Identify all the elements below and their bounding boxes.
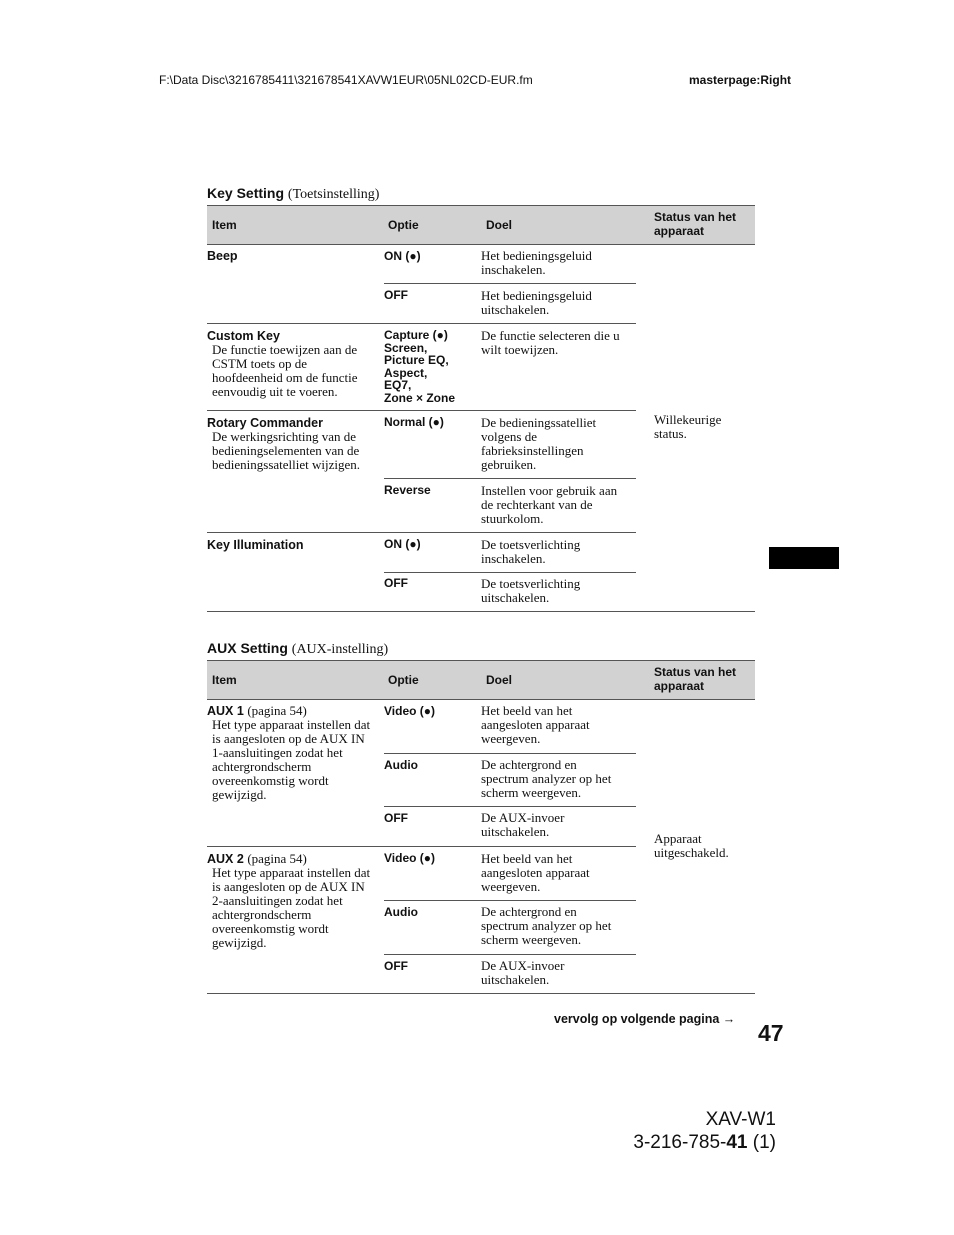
table-bottom-rule: [207, 993, 755, 994]
row-custom-key-goal: [481, 329, 620, 357]
row-beep-off-goal: [481, 289, 592, 317]
desc-line: eenvoudig uit te voeren.: [212, 384, 338, 399]
page-number: 47: [758, 1020, 784, 1046]
goal-line: spectrum analyzer op het: [481, 918, 612, 933]
goal-line: De AUX-invoer: [481, 958, 565, 973]
desc-line: overeenkomstig wordt: [212, 921, 329, 936]
row-aux1-video-goal: [481, 704, 590, 746]
col-doel: Doel: [486, 218, 513, 232]
row-aux2-off: OFF: [384, 959, 408, 973]
option-line: Picture EQ,: [384, 353, 449, 367]
key-setting-title-text: Key Setting: [207, 185, 285, 201]
desc-line: bedieningselementen van de: [212, 443, 360, 458]
divider: [384, 572, 636, 573]
row-rotary-desc: [212, 430, 360, 472]
row-key-illumination-item: Key Illumination: [207, 538, 304, 552]
row-aux1-video: Video (●): [384, 704, 436, 718]
continue-note: vervolg op volgende pagina →: [554, 1012, 736, 1026]
col-optie: Optie: [388, 673, 419, 687]
divider: [207, 532, 636, 533]
desc-line: De werkingsrichting van de: [212, 429, 357, 444]
model-code: [633, 1131, 776, 1154]
row-custom-key-desc: [212, 343, 357, 399]
desc-line: Het type apparaat instellen dat: [212, 865, 371, 880]
goal-line: Instellen voor gebruik aan: [481, 483, 618, 498]
status-line: Apparaat: [654, 831, 702, 846]
row-aux2-audio: Audio: [384, 905, 418, 919]
goal-line: inschakelen.: [481, 551, 546, 566]
row-key-illumination-off: OFF: [384, 576, 408, 590]
goal-line: De toetsverlichting: [481, 576, 581, 591]
row-key-illumination-off-goal: [481, 577, 580, 605]
row-aux2-desc: [212, 866, 370, 950]
row-aux1-off-goal: [481, 811, 564, 839]
desc-line: achtergrondscherm: [212, 759, 312, 774]
goal-line: inschakelen.: [481, 262, 546, 277]
col-status-line1: Status van het: [654, 210, 737, 224]
row-aux1-item: [207, 704, 307, 718]
row-beep-on: ON (●): [384, 249, 421, 263]
key-setting-title: [207, 185, 379, 203]
goal-line: De bedieningssatelliet: [481, 415, 597, 430]
goal-line: uitschakelen.: [481, 302, 550, 317]
col-item: Item: [212, 218, 237, 232]
col-status-line2: apparaat: [654, 224, 705, 238]
row-custom-key-item: Custom Key: [207, 329, 280, 343]
row-rotary-normal: Normal (●): [384, 415, 444, 429]
code-prefix: 3-216-785-: [633, 1132, 727, 1153]
goal-line: aangesloten apparaat: [481, 717, 590, 732]
aux2-label: AUX 2: [207, 852, 244, 866]
row-aux2-off-goal: [481, 959, 564, 987]
code-suffix: (1): [747, 1132, 776, 1153]
row-aux1-audio: Audio: [384, 758, 418, 772]
model-name: XAV-W1: [705, 1109, 776, 1130]
col-optie: Optie: [388, 218, 419, 232]
status-line: Willekeurige: [654, 412, 722, 427]
row-key-illumination-on: ON (●): [384, 537, 421, 551]
goal-line: de rechterkant van de: [481, 497, 593, 512]
goal-line: De functie selecteren die u: [481, 328, 620, 343]
desc-line: gewijzigd.: [212, 935, 267, 950]
goal-line: De AUX-invoer: [481, 810, 565, 825]
aux1-page-ref: (pagina 54): [247, 703, 307, 718]
row-aux1-off: OFF: [384, 811, 408, 825]
aux2-page-ref: (pagina 54): [247, 851, 307, 866]
option-line: Screen,: [384, 340, 428, 355]
goal-line: wilt toewijzen.: [481, 342, 559, 357]
option-line: EQ7,: [384, 378, 412, 392]
table-header: [207, 205, 755, 245]
goal-line: Het bedieningsgeluid: [481, 248, 592, 263]
divider: [384, 478, 636, 479]
divider: [384, 283, 636, 284]
divider: [207, 410, 636, 411]
aux-setting-subtitle: (AUX-instelling): [291, 642, 389, 657]
row-rotary-reverse: Reverse: [384, 483, 431, 497]
divider: [384, 806, 636, 807]
row-aux1-desc: [212, 718, 370, 802]
divider: [207, 846, 636, 847]
option-line: Capture (●): [384, 328, 448, 342]
key-setting-subtitle: (Toetsinstelling): [287, 187, 380, 202]
goal-line: Het beeld van het: [481, 851, 573, 866]
desc-line: CSTM toets op de: [212, 356, 307, 371]
row-aux2-video-goal: [481, 852, 590, 894]
row-aux2-video: Video (●): [384, 851, 436, 865]
goal-line: uitschakelen.: [481, 590, 550, 605]
goal-line: gebruiken.: [481, 457, 537, 472]
row-custom-key-options: [384, 329, 455, 404]
row-beep-item: Beep: [207, 249, 238, 263]
goal-line: Het beeld van het: [481, 703, 573, 718]
col-status-line1: Status van het: [654, 665, 737, 679]
desc-line: is aangesloten op de AUX IN: [212, 879, 365, 894]
col-status-line2: apparaat: [654, 679, 705, 693]
goal-line: fabrieksinstellingen: [481, 443, 584, 458]
row-beep-on-goal: [481, 249, 592, 277]
desc-line: overeenkomstig wordt: [212, 773, 329, 788]
status-line: uitgeschakeld.: [654, 845, 729, 860]
col-status: [654, 210, 736, 238]
col-doel: Doel: [486, 673, 513, 687]
table-bottom-rule: [207, 611, 755, 612]
desc-line: gewijzigd.: [212, 787, 267, 802]
row-aux2-audio-goal: [481, 905, 611, 947]
desc-line: De functie toewijzen aan de: [212, 342, 358, 357]
row-rotary-item: Rotary Commander: [207, 416, 323, 430]
desc-line: bedieningssatelliet wijzigen.: [212, 457, 361, 472]
row-aux1-audio-goal: [481, 758, 611, 800]
aux-setting-title-text: AUX Setting: [207, 640, 288, 656]
code-bold: 41: [726, 1132, 748, 1153]
model-block: [633, 1108, 776, 1154]
key-setting-status: [654, 413, 721, 441]
option-line: Aspect,: [384, 365, 428, 380]
goal-line: weergeven.: [481, 731, 541, 746]
desc-line: hoofdeenheid om de functie: [212, 370, 358, 385]
key-setting-table: [207, 205, 755, 613]
divider: [384, 753, 636, 754]
header-path: F:\Data Disc\3216785411\321678541XAVW1EUR\05NL02CD-EUR.fm: [159, 73, 533, 87]
goal-line: De achtergrond en: [481, 904, 577, 919]
row-aux2-item: [207, 852, 307, 866]
row-rotary-reverse-goal: [481, 484, 617, 526]
col-status: [654, 665, 736, 693]
goal-line: De toetsverlichting: [481, 537, 581, 552]
divider: [207, 323, 636, 324]
desc-line: achtergrondscherm: [212, 907, 312, 922]
divider: [384, 900, 636, 901]
desc-line: 2-aansluitingen zodat het: [212, 893, 343, 908]
row-beep-off: OFF: [384, 288, 408, 302]
goal-line: Het bedieningsgeluid: [481, 288, 592, 303]
table-header: [207, 660, 755, 700]
aux-setting-title: [207, 640, 388, 658]
goal-line: uitschakelen.: [481, 824, 550, 839]
goal-line: aangesloten apparaat: [481, 865, 590, 880]
goal-line: uitschakelen.: [481, 972, 550, 987]
section-tab-marker: [769, 547, 839, 569]
row-rotary-normal-goal: [481, 416, 596, 472]
goal-line: scherm weergeven.: [481, 785, 582, 800]
desc-line: Het type apparaat instellen dat: [212, 717, 371, 732]
goal-line: scherm weergeven.: [481, 932, 582, 947]
row-key-illumination-on-goal: [481, 538, 580, 566]
goal-line: De achtergrond en: [481, 757, 577, 772]
goal-line: weergeven.: [481, 879, 541, 894]
desc-line: 1-aansluitingen zodat het: [212, 745, 343, 760]
goal-line: spectrum analyzer op het: [481, 771, 612, 786]
goal-line: volgens de: [481, 429, 537, 444]
aux-setting-table: [207, 660, 755, 996]
divider: [384, 954, 636, 955]
option-line: Zone × Zone: [384, 390, 456, 405]
col-item: Item: [212, 673, 237, 687]
status-line: status.: [654, 426, 687, 441]
aux1-label: AUX 1: [207, 704, 244, 718]
aux-setting-status: [654, 832, 729, 860]
desc-line: is aangesloten op de AUX IN: [212, 731, 365, 746]
goal-line: stuurkolom.: [481, 511, 544, 526]
header-masterpage: masterpage:Right: [689, 73, 792, 87]
